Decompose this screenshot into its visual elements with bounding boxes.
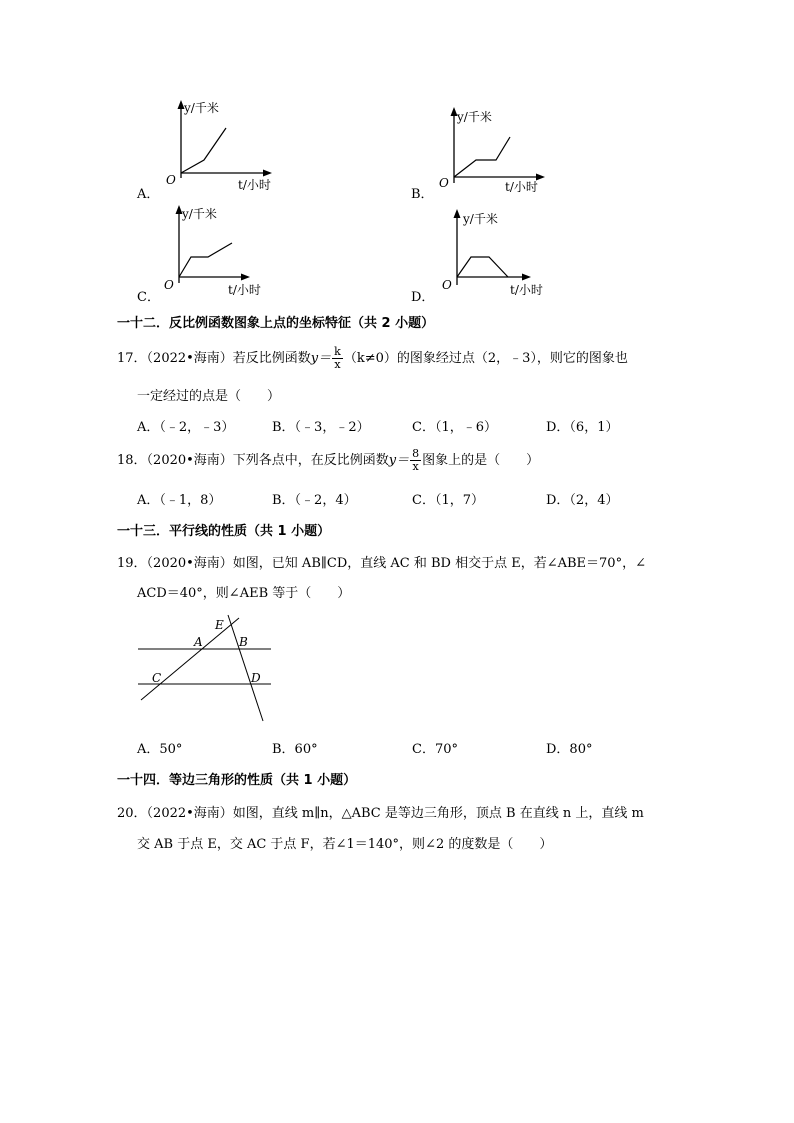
q17-option-b: B．（﹣3，﹣2） bbox=[272, 420, 370, 435]
graph-c-xlabel: t/小时 bbox=[228, 283, 261, 297]
q20-line2: 交 AB 于点 E，交 AC 于点 F，若∠1＝140°，则∠2 的度数是（ ） bbox=[137, 837, 553, 852]
q19-option-b: B．60° bbox=[272, 742, 318, 757]
section-13-title: 一十三．平行线的性质（共 1 小题） bbox=[117, 524, 331, 539]
section-14-title: 一十四．等边三角形的性质（共 1 小题） bbox=[117, 773, 357, 788]
graph-c-origin: O bbox=[164, 278, 174, 292]
q17-fraction bbox=[332, 346, 343, 371]
graph-d bbox=[438, 207, 573, 302]
q18-option-a: A．（﹣1，8） bbox=[137, 493, 222, 508]
q17-option-d: D．（6，1） bbox=[546, 420, 619, 435]
graph-b-ylabel: y/千米 bbox=[457, 110, 492, 124]
q19-option-d: D．80° bbox=[546, 742, 593, 757]
graph-b-origin: O bbox=[439, 176, 449, 190]
q17-line2: 一定经过的点是（ ） bbox=[137, 389, 281, 404]
graph-a-ylabel: y/千米 bbox=[184, 101, 219, 115]
q19-point-c: C bbox=[152, 671, 162, 685]
graph-d-xlabel: t/小时 bbox=[510, 283, 543, 297]
q19-point-d: D bbox=[251, 671, 261, 685]
q19-figure bbox=[130, 608, 280, 728]
q19-line1: 19．（2020•海南）如图，已知 AB∥CD，直线 AC 和 BD 相交于点 E，若∠ABE＝70°，∠ bbox=[117, 556, 646, 571]
q17-prefix: 17．（2022•海南）若反比例函数 bbox=[117, 351, 311, 366]
graph-b-xlabel: t/小时 bbox=[505, 180, 538, 194]
q17-denominator: x bbox=[334, 358, 341, 371]
q17-option-a: A．（﹣2，﹣3） bbox=[137, 420, 235, 435]
q18-option-d: D．（2，4） bbox=[546, 493, 619, 508]
graph-c-label: C． bbox=[137, 290, 160, 305]
q18-y: y＝ bbox=[388, 453, 410, 468]
graph-a bbox=[160, 98, 295, 193]
graph-a-origin: O bbox=[166, 173, 176, 187]
q19-point-b: B bbox=[239, 635, 248, 649]
q19-point-a: A bbox=[194, 635, 203, 649]
graph-d-ylabel: y/千米 bbox=[463, 212, 498, 226]
q18-line1 bbox=[117, 448, 539, 473]
graph-d-label: D． bbox=[411, 290, 435, 305]
graph-d-origin: O bbox=[442, 278, 452, 292]
q19-option-a: A．50° bbox=[137, 742, 183, 757]
q18-fraction bbox=[410, 448, 421, 473]
q18-denominator: x bbox=[412, 460, 419, 473]
graph-a-label: A． bbox=[137, 187, 160, 202]
q17-y: y＝ bbox=[310, 351, 332, 366]
q18-option-b: B．（﹣2，4） bbox=[272, 493, 357, 508]
q19-point-e: E bbox=[215, 618, 224, 632]
q18-suffix: 图象上的是（ ） bbox=[422, 453, 540, 468]
q20-line1: 20．（2022•海南）如图，直线 m∥n，△ABC 是等边三角形，顶点 B 在直线 n 上，直线 m bbox=[117, 806, 644, 821]
q19-line2: ACD＝40°，则∠AEB 等于（ ） bbox=[137, 586, 351, 601]
q17-numerator: k bbox=[334, 345, 341, 358]
q18-option-c: C．（1，7） bbox=[412, 493, 484, 508]
q17-line1 bbox=[117, 346, 628, 371]
q17-condition: （k≠0）的图象经过点（2，﹣3），则它的图象也 bbox=[343, 351, 628, 366]
graph-a-xlabel: t/小时 bbox=[238, 178, 271, 192]
section-12-title: 一十二．反比例函数图象上点的坐标特征（共 2 小题） bbox=[117, 316, 435, 331]
graph-b-label: B． bbox=[411, 187, 434, 202]
graph-c bbox=[160, 203, 295, 298]
graph-b bbox=[433, 105, 568, 200]
q19-option-c: C．70° bbox=[412, 742, 458, 757]
q17-option-c: C．（1，﹣6） bbox=[412, 420, 497, 435]
graph-c-ylabel: y/千米 bbox=[182, 207, 217, 221]
q18-prefix: 18．（2020•海南）下列各点中，在反比例函数 bbox=[117, 453, 389, 468]
q18-numerator: 8 bbox=[412, 447, 420, 460]
